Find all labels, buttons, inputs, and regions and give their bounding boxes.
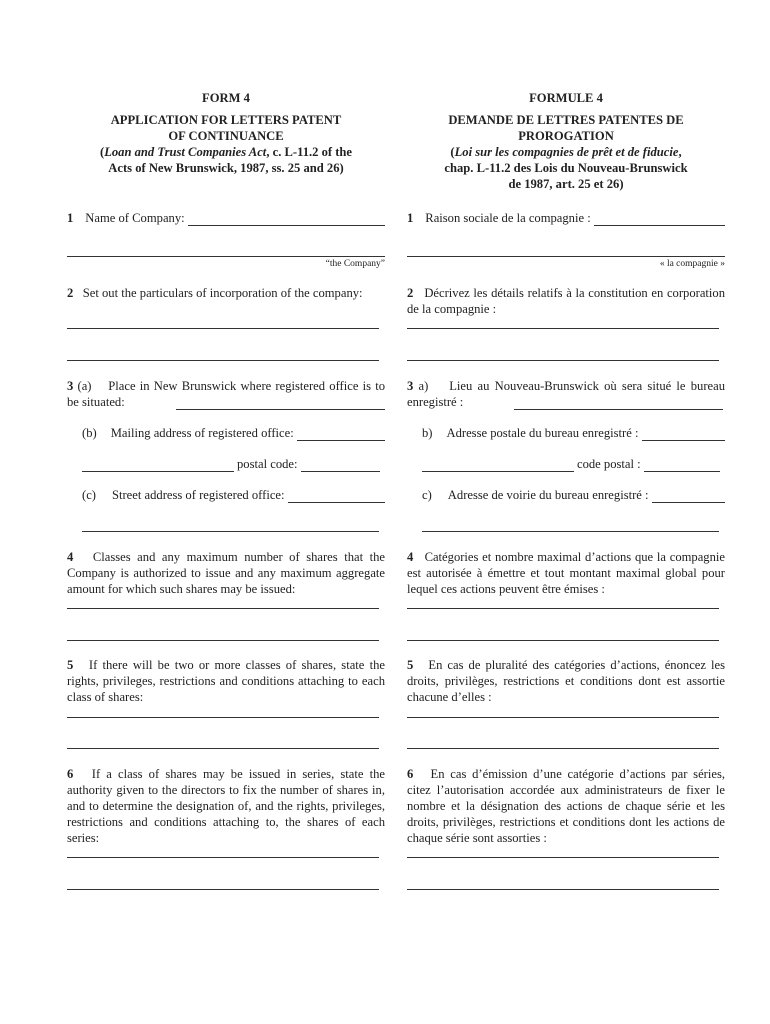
- share-classes-line-2-fr[interactable]: [407, 640, 719, 641]
- incorporation-line-2-fr[interactable]: [407, 360, 719, 361]
- company-name-line[interactable]: [67, 256, 385, 257]
- series-shares-line-1-fr[interactable]: [407, 857, 719, 858]
- section-3c-street-address-fr: c) Adresse de voirie du bureau enregistré :: [422, 487, 725, 503]
- mailing-address-field[interactable]: [297, 429, 385, 441]
- form-title-line-1-fr: DEMANDE DE LETTRES PATENTES DE: [448, 113, 684, 127]
- section-3c-street-address: (c) Street address of registered office:: [82, 487, 385, 503]
- section-6-series-shares: 6 If a class of shares may be issued in series, state the authority given to the directors to fix the number of shares in, and to determine the designation of, and the rights, privileges, restrictions and conditions attaching to, the shares of each series:: [67, 767, 385, 845]
- company-name-field[interactable]: [188, 214, 385, 226]
- registered-office-place-field-fr[interactable]: [514, 409, 723, 410]
- form-title-line-2: OF CONTINUANCE: [168, 129, 284, 143]
- form-heading: [67, 90, 385, 176]
- series-shares-line-1[interactable]: [67, 857, 379, 858]
- section-2-incorporation: 2 Set out the particulars of incorporation of the company:: [67, 286, 363, 300]
- act-citation-line-1-fr: (Loi sur les compagnies de prêt et de fiducie,: [450, 145, 682, 159]
- section-3a-registered-office-place: 3 (a) Place in New Brunswick where registered office is to be situated:: [67, 379, 385, 409]
- section-3b-mailing-address-fr: b) Adresse postale du bureau enregistré :: [422, 425, 725, 441]
- act-name-fr: Loi sur les compagnies de prêt et de fiducie: [454, 145, 679, 159]
- form-heading-fr: [407, 90, 725, 192]
- company-name-line-fr[interactable]: [407, 256, 725, 257]
- section-5-share-rights-fr: 5 En cas de pluralité des catégories d’actions, énoncez les droits, privilèges, restrictions et conditions dont est assortie chacune d’elles :: [407, 658, 725, 704]
- section-1-company-name: 1 Name of Company:: [67, 210, 385, 226]
- company-name-label-fr: Raison sociale de la compagnie :: [425, 211, 591, 225]
- series-shares-line-2-fr[interactable]: [407, 889, 719, 890]
- section-3a-registered-office-place-fr: 3 a) Lieu au Nouveau-Brunswick où sera situé le bureau enregistré :: [407, 379, 726, 409]
- act-citation-line-2-fr: chap. L-11.2 des Lois du Nouveau-Brunswick: [444, 161, 688, 175]
- incorporation-line-1-fr[interactable]: [407, 328, 719, 329]
- section-4-share-classes-fr: 4 Catégories et nombre maximal d’actions que la compagnie est autorisée à émettre et tout montant maximal global pour lequel ces actions peuvent être émises :: [407, 550, 725, 596]
- series-shares-line-2[interactable]: [67, 889, 379, 890]
- section-2-incorporation-fr: 2 Décrivez les détails relatifs à la constitution en corporation de la compagnie :: [407, 286, 726, 316]
- mailing-address-field-fr[interactable]: [642, 429, 726, 441]
- share-rights-line-1-fr[interactable]: [407, 717, 719, 718]
- share-rights-line-2-fr[interactable]: [407, 748, 719, 749]
- share-rights-line-1[interactable]: [67, 717, 379, 718]
- act-citation-line-3-fr: de 1987, art. 25 et 26): [508, 177, 624, 191]
- section-3b-mailing-address: (b) Mailing address of registered office:: [82, 425, 385, 441]
- mailing-address-line-2[interactable]: [82, 460, 234, 472]
- section-5-share-rights: 5 If there will be two or more classes of shares, state the rights, privileges, restrictions and conditions attaching to each class of shares:: [67, 658, 385, 704]
- incorporation-line-2[interactable]: [67, 360, 379, 361]
- section-4-share-classes: 4 Classes and any maximum number of shares that the Company is authorized to issue and any maximum aggregate amount for which such shares may be issued:: [67, 550, 385, 596]
- form-number: FORM 4: [202, 91, 250, 105]
- company-name-field-fr[interactable]: [594, 214, 725, 226]
- company-defined-term: “the Company”: [325, 259, 385, 269]
- company-name-label: Name of Company:: [85, 211, 185, 225]
- form-title-line-2-fr: PROROGATION: [518, 129, 614, 143]
- act-name: Loan and Trust Companies Act: [104, 145, 267, 159]
- registered-office-place-field[interactable]: [176, 409, 385, 410]
- share-classes-line-2[interactable]: [67, 640, 379, 641]
- postal-code-field-fr[interactable]: [644, 460, 720, 472]
- street-address-line-2-fr[interactable]: [422, 531, 719, 532]
- company-defined-term-fr: « la compagnie »: [659, 259, 725, 269]
- form-title-line-1: APPLICATION FOR LETTERS PATENT: [110, 113, 342, 127]
- section-1-company-name-fr: 1 Raison sociale de la compagnie :: [407, 210, 725, 226]
- street-address-line-2[interactable]: [82, 531, 379, 532]
- street-address-field-fr[interactable]: [652, 491, 725, 503]
- postal-code-field[interactable]: [301, 460, 380, 472]
- street-address-field[interactable]: [288, 491, 386, 503]
- section-6-series-shares-fr: 6 En cas d’émission d’une catégorie d’actions par séries, citez l’autorisation accordée aux administrateurs de fixer le nombre et la désignation des actions de chaque série et les droits, privilèges, restrictions et conditions dont les actions de chaque série sont assorties :: [407, 767, 725, 845]
- postal-code-row-fr: code postal :: [422, 456, 720, 472]
- act-citation-line-1: (Loan and Trust Companies Act, c. L-11.2 of the: [99, 145, 353, 159]
- share-classes-line-1[interactable]: [67, 608, 379, 609]
- act-citation-line-2: Acts of New Brunswick, 1987, ss. 25 and 26): [108, 161, 344, 175]
- form-number-fr: FORMULE 4: [529, 91, 603, 105]
- incorporation-line-1[interactable]: [67, 328, 379, 329]
- share-classes-line-1-fr[interactable]: [407, 608, 719, 609]
- mailing-address-line-2-fr[interactable]: [422, 460, 574, 472]
- share-rights-line-2[interactable]: [67, 748, 379, 749]
- postal-code-row: postal code:: [82, 456, 380, 472]
